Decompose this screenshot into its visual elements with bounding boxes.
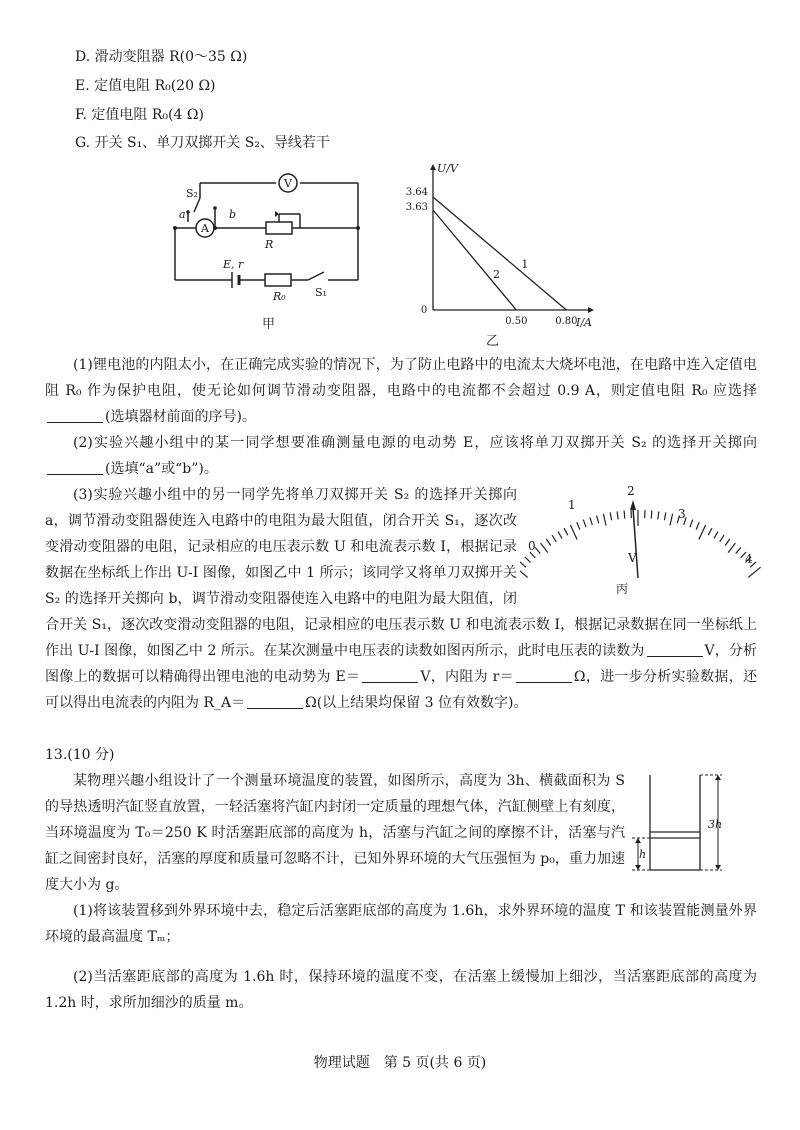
- question12-part1: [45, 352, 757, 430]
- intro-text: 某物理兴趣小组设计了一个测量环境温度的装置，如图所示，高度为 3h、横截面积为 S 的导热透明汽缸竖直放置，一轻活塞将汽缸内封闭一定质量的理想气体，汽缸侧壁上有刻度，当环境温度为 T₀＝250 K 时活塞距底部的高度为 h，活塞与汽缸之间的摩擦不计，活塞与汽缸之间密封良好，活塞的厚度和质量可忽略不计，已知外界环境的大气压强恒为 p₀，重力加速度大小为 g。: [45, 773, 625, 893]
- scale-label-0: 0: [528, 539, 536, 553]
- junction-dot: [173, 226, 177, 230]
- y-tick-label: 3.63: [405, 202, 428, 213]
- origin-label: 0: [420, 305, 428, 316]
- scale-label-4: 4: [745, 552, 753, 566]
- question12-part2: [45, 430, 757, 482]
- scale-label-2: 2: [627, 484, 635, 498]
- piston: [650, 832, 700, 838]
- part3-text: Ω(以上结果均保留 3 位有效数字)。: [305, 695, 528, 711]
- y-axis-arrow: [430, 164, 436, 170]
- question13-header: 13.(10 分): [45, 747, 115, 763]
- part3-text: Ω，进一步分析实验数据，还可以得出电流表的内阻为 R_A＝: [45, 669, 758, 711]
- question13-part1: [45, 898, 757, 950]
- switch-contact-b: [213, 206, 217, 210]
- voltmeter-label: V: [284, 177, 292, 190]
- answer-blank[interactable]: [247, 694, 303, 709]
- answer-blank[interactable]: [47, 460, 103, 475]
- switch-contact-a: [186, 210, 190, 214]
- part2-end: (选填“a”或“b”)。: [105, 461, 218, 477]
- answer-blank[interactable]: [47, 408, 103, 423]
- part2-text: (2)实验兴趣小组中的某一同学想要准确测量电源的电动势 E，应该将单刀双掷开关 S₂ 的选择开关掷向: [73, 435, 757, 451]
- series-label-1: 1: [521, 258, 529, 271]
- x-tick-label: 0.80: [555, 316, 578, 327]
- ui-graph: [390, 160, 600, 330]
- answer-blank[interactable]: [362, 668, 418, 683]
- answer-blank[interactable]: [647, 642, 703, 657]
- switch-s2-label: S₂: [186, 187, 198, 200]
- answer-blank[interactable]: [516, 668, 572, 683]
- rheostat-label: R: [265, 238, 274, 251]
- junction-dot: [213, 226, 217, 230]
- x-axis-label: I/A: [576, 316, 592, 329]
- figure-yi-caption: 乙: [486, 334, 500, 349]
- question12-part3: [45, 482, 757, 716]
- height-3h-label: 3h: [708, 818, 723, 831]
- contact-a-label: a: [179, 208, 186, 221]
- contact-b-label: b: [229, 208, 237, 221]
- equipment-item-f: F. 定值电阻 R₀(4 Ω): [75, 107, 204, 123]
- part1-text: (1)锂电池的内阻太小，在正确完成实验的情况下，为了防止电路中的电流太大烧坏电池，在电路中连入定值电阻 R₀ 作为保护电阻，使无论如何调节滑动变阻器，电路中的电流都不会超过 0.9 A，则定值电阻 R₀ 应选择: [45, 357, 757, 399]
- part1-end: (选填器材前面的序号)。: [105, 409, 256, 425]
- y-axis-label: U/V: [437, 162, 458, 175]
- y-tick-label: 3.64: [405, 187, 428, 198]
- figure-jia-caption: 甲: [262, 317, 276, 332]
- q13-part2-text: (2)当活塞距底部的高度为 1.6h 时，保持环境的温度不变，在活塞上缓慢加上细沙，当活塞距底部的高度为 1.2h 时，求所加细沙的质量 m。: [45, 969, 757, 1011]
- equipment-item-e: E. 定值电阻 R₀(20 Ω): [75, 78, 216, 94]
- battery-label: E, r: [223, 258, 244, 271]
- equipment-item-d: D. 滑动变阻器 R(0～35 Ω): [75, 49, 248, 65]
- series-line-2: [433, 210, 516, 310]
- switch-s1-label: S₁: [315, 286, 327, 299]
- circuit-diagram: [160, 160, 370, 300]
- part3-text: (3)实验兴趣小组中的另一同学先将单刀双掷开关 S₂ 的选择开关掷向 a，调节滑动变阻器使连入电路中的电阻为最大阻值，闭合开关 S₁，逐次改变滑动变阻器的电阻，记录相应的电压表示数 U 和电流表示数 I，根据记录数据在坐标纸上作出 U-I 图像，如图乙中 1 所示；该同学又将单刀双掷开关 S₂ 的选择开关掷向 b，调节滑动变阻器使连入电路中的电阻为最大阻值，闭合开关 S₁，逐次改变滑动变阻器的电阻，记录相应的电压表示数 U 和电流表示数 I，根据记录数据在同一坐标纸上作出 U-I 图像，如图乙中 2 所示。在某次测量中电压表的读数如图丙所示，此时电压表的读数为: [45, 487, 757, 659]
- part3-text: V，内阻为 r＝: [420, 669, 514, 685]
- question13-part2: [45, 964, 757, 1016]
- series-label-2: 2: [493, 268, 500, 281]
- scale-label-1: 1: [568, 498, 576, 512]
- figure-bing-caption: 丙: [616, 582, 629, 596]
- dial-float-space: [517, 482, 757, 610]
- x-tick-label: 0.50: [505, 316, 528, 327]
- q13-part1-text: (1)将该装置移到外界环境中去，稳定后活塞距底部的高度为 1.6h，求外界环境的温度 T 和该装置能测量外界环境的最高温度 Tₘ；: [45, 903, 757, 945]
- ammeter-label: A: [201, 222, 209, 235]
- resistor-r0-label: R₀: [273, 290, 286, 300]
- dial-unit-label: V: [628, 551, 637, 565]
- height-h-label: h: [639, 848, 647, 861]
- scale-label-3: 3: [678, 507, 686, 521]
- part3-text: V，分析图像上的数据可以精确得出锂电池的电动势为 E＝: [45, 643, 757, 685]
- junction-dot: [356, 226, 360, 230]
- series-line-1: [433, 197, 566, 310]
- equipment-item-g: G. 开关 S₁、单刀双掷开关 S₂、导线若干: [75, 135, 330, 151]
- page-footer: 物理试题 第 5 页(共 6 页): [313, 1055, 487, 1071]
- cylinder-diagram: [630, 770, 740, 880]
- question13-intro: [45, 768, 625, 898]
- x-axis-arrow: [588, 307, 594, 313]
